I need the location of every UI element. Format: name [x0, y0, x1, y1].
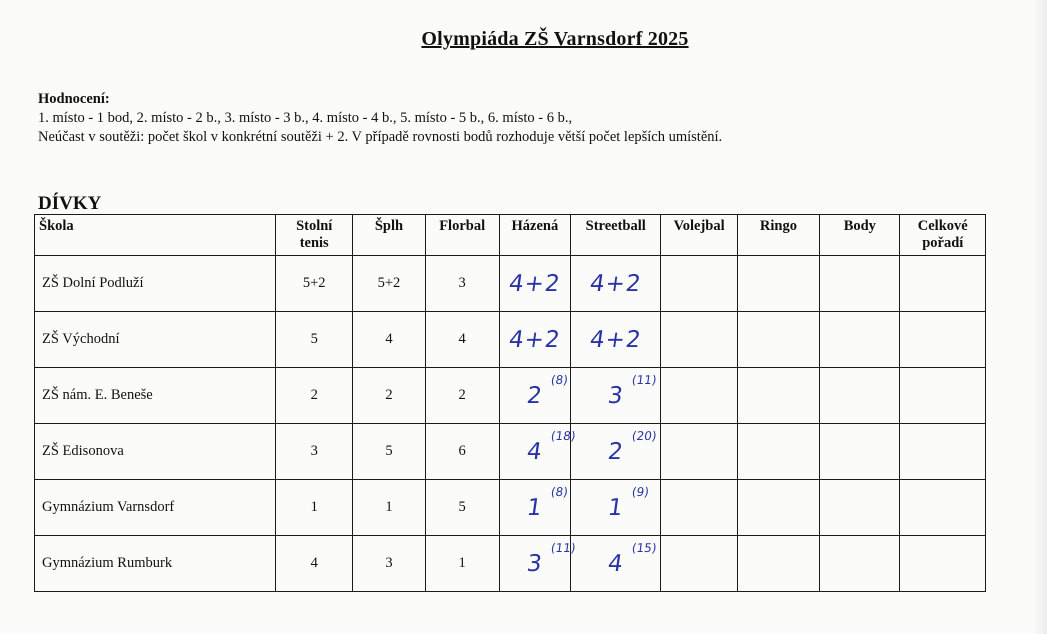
handwritten-score — [525, 484, 569, 521]
celkove-poradi-cell — [900, 368, 986, 424]
header-school: Škola — [35, 215, 276, 256]
table-row — [35, 536, 986, 592]
school-cell: Gymnázium Varnsdorf — [35, 480, 276, 536]
handwritten-value: 4 — [606, 550, 626, 577]
ringo-cell — [737, 312, 819, 368]
body-cell — [820, 480, 900, 536]
handwritten-score — [525, 428, 577, 465]
volejbal-cell — [661, 424, 737, 480]
school-cell: ZŠ Dolní Podluží — [35, 256, 276, 312]
celkove-poradi-cell — [900, 256, 986, 312]
handwritten-value: 1 — [525, 494, 545, 521]
handwritten-cumulative-note: (11) — [549, 540, 577, 555]
document-title: Olympiáda ZŠ Varnsdorf 2025 — [421, 28, 689, 50]
page-edge-shadow — [1033, 0, 1047, 634]
splh-cell: 1 — [353, 480, 425, 536]
school-cell: ZŠ nám. E. Beneše — [35, 368, 276, 424]
school-cell: ZŠ Edisonova — [35, 424, 276, 480]
stolni-tenis-cell: 5+2 — [276, 256, 353, 312]
header-body: Body — [820, 215, 900, 256]
handwritten-score — [588, 271, 643, 297]
handwritten-score — [525, 372, 569, 409]
handwritten-score — [606, 484, 650, 521]
header-hazena: Házená — [499, 215, 570, 256]
celkove-poradi-cell — [900, 480, 986, 536]
splh-cell: 3 — [353, 536, 425, 592]
splh-cell: 4 — [353, 312, 425, 368]
table-row — [35, 312, 986, 368]
streetball-cell — [570, 312, 661, 368]
splh-cell: 5+2 — [353, 256, 425, 312]
header-volejbal: Volejbal — [661, 215, 737, 256]
ringo-cell — [737, 424, 819, 480]
handwritten-value: 4+2 — [588, 270, 644, 297]
handwritten-value: 1 — [606, 494, 626, 521]
volejbal-cell — [661, 312, 737, 368]
ringo-cell — [737, 480, 819, 536]
florbal-cell: 6 — [425, 424, 499, 480]
handwritten-score — [507, 327, 562, 353]
scoring-rules — [38, 90, 722, 147]
header-stolni-tenis — [276, 215, 353, 256]
florbal-cell: 3 — [425, 256, 499, 312]
stolni-tenis-cell: 4 — [276, 536, 353, 592]
body-cell — [820, 536, 900, 592]
volejbal-cell — [661, 256, 737, 312]
header-streetball: Streetball — [570, 215, 661, 256]
header-word: pořadí — [922, 235, 964, 251]
streetball-cell — [570, 480, 661, 536]
hazena-cell — [499, 256, 570, 312]
handwritten-value: 2 — [525, 382, 545, 409]
rules-line-1: 1. místo - 1 bod, 2. místo - 2 b., 3. místo - 3 b., 4. místo - 4 b., 5. místo - 5 b., 6. místo - 6 b., — [38, 110, 573, 126]
florbal-cell: 1 — [425, 536, 499, 592]
ringo-cell — [737, 368, 819, 424]
results-table — [34, 214, 986, 592]
handwritten-score — [606, 372, 658, 409]
streetball-cell — [570, 256, 661, 312]
header-word: Celkové — [917, 218, 968, 234]
ringo-cell — [737, 536, 819, 592]
section-title-girls: DÍVKY — [38, 193, 102, 214]
table-row — [35, 368, 986, 424]
handwritten-value: 4 — [525, 438, 545, 465]
streetball-cell — [570, 368, 661, 424]
header-florbal: Florbal — [425, 215, 499, 256]
florbal-cell: 2 — [425, 368, 499, 424]
hazena-cell — [499, 536, 577, 592]
streetball-cell — [570, 536, 661, 592]
handwritten-cumulative-note: (18) — [549, 428, 577, 443]
header-ringo: Ringo — [737, 215, 819, 256]
header-word: tenis — [299, 235, 329, 251]
florbal-cell: 5 — [425, 480, 499, 536]
header-celkove-poradi — [900, 215, 986, 256]
handwritten-value: 3 — [525, 550, 545, 577]
handwritten-value: 2 — [606, 438, 626, 465]
handwritten-cumulative-note: (8) — [549, 372, 569, 387]
handwritten-cumulative-note: (20) — [630, 428, 658, 443]
volejbal-cell — [661, 536, 737, 592]
volejbal-cell — [661, 368, 737, 424]
school-cell: ZŠ Východní — [35, 312, 276, 368]
table-header-row — [35, 215, 986, 256]
handwritten-cumulative-note: (11) — [630, 372, 658, 387]
handwritten-value: 4+2 — [507, 270, 563, 297]
stolni-tenis-cell: 3 — [276, 424, 353, 480]
handwritten-value: 3 — [606, 382, 626, 409]
handwritten-value: 4+2 — [588, 326, 644, 353]
rules-heading: Hodnocení: — [38, 91, 110, 107]
florbal-cell: 4 — [425, 312, 499, 368]
handwritten-score — [606, 540, 658, 577]
splh-cell: 5 — [353, 424, 425, 480]
volejbal-cell — [661, 480, 737, 536]
hazena-cell — [499, 368, 570, 424]
stolni-tenis-cell: 2 — [276, 368, 353, 424]
body-cell — [820, 256, 900, 312]
hazena-cell — [499, 424, 577, 480]
handwritten-cumulative-note: (8) — [549, 484, 569, 499]
table-row — [35, 256, 986, 312]
header-splh: Šplh — [353, 215, 425, 256]
hazena-cell — [499, 312, 570, 368]
school-cell: Gymnázium Rumburk — [35, 536, 276, 592]
body-cell — [820, 424, 900, 480]
table-row — [35, 424, 986, 480]
body-cell — [820, 312, 900, 368]
streetball-cell — [570, 424, 661, 480]
splh-cell: 2 — [353, 368, 425, 424]
ringo-cell — [737, 256, 819, 312]
header-word: Stolní — [296, 218, 333, 234]
body-cell — [820, 368, 900, 424]
celkove-poradi-cell — [900, 536, 986, 592]
celkove-poradi-cell — [900, 312, 986, 368]
stolni-tenis-cell: 5 — [276, 312, 353, 368]
table-row — [35, 480, 986, 536]
celkove-poradi-cell — [900, 424, 986, 480]
handwritten-score — [588, 327, 643, 353]
stolni-tenis-cell: 1 — [276, 480, 353, 536]
handwritten-score — [606, 428, 658, 465]
handwritten-score — [507, 271, 562, 297]
handwritten-cumulative-note: (9) — [630, 484, 650, 499]
handwritten-score — [525, 540, 577, 577]
handwritten-cumulative-note: (15) — [630, 540, 658, 555]
rules-line-2: Neúčast v soutěži: počet škol v konkrétní soutěži + 2. V případě rovnosti bodů rozhoduje větší počet lepších umístění. — [38, 129, 723, 145]
handwritten-value: 4+2 — [507, 326, 563, 353]
hazena-cell — [499, 480, 570, 536]
